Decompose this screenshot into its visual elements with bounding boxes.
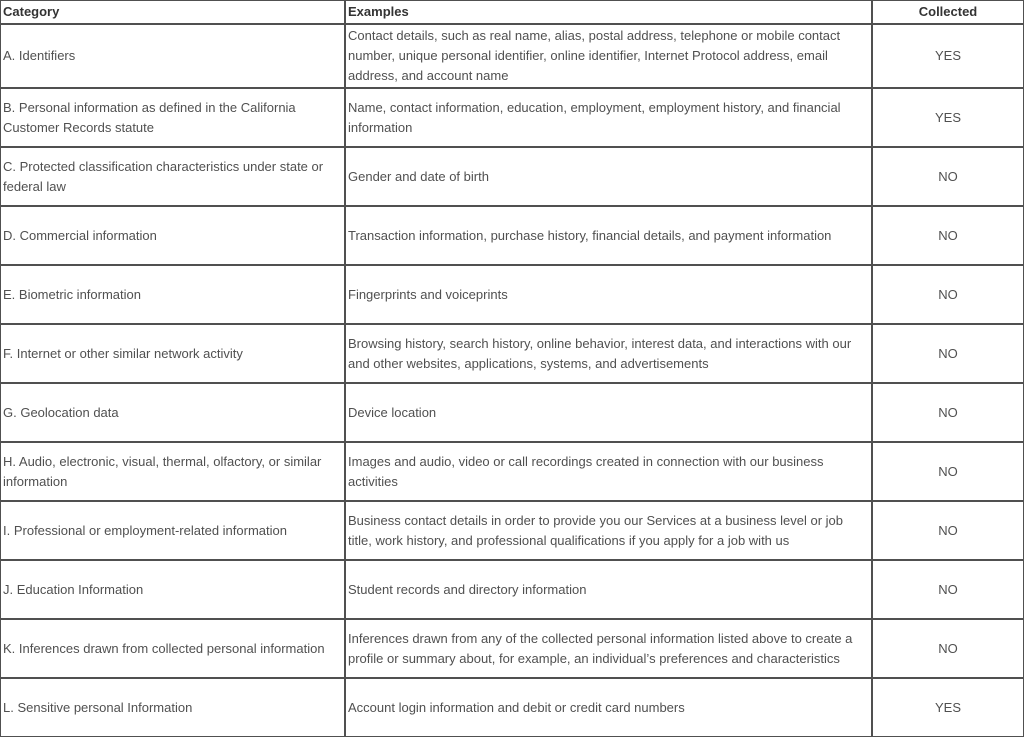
collected-cell: YES: [872, 678, 1024, 737]
category-cell: C. Protected classification characteristics under state or federal law: [0, 147, 345, 206]
category-cell: G. Geolocation data: [0, 383, 345, 442]
examples-cell: Transaction information, purchase history, financial details, and payment information: [345, 206, 872, 265]
collected-cell: NO: [872, 619, 1024, 678]
examples-cell: Account login information and debit or credit card numbers: [345, 678, 872, 737]
table-row: [0, 265, 1024, 324]
header-examples: Examples: [345, 0, 872, 24]
table-row: [0, 442, 1024, 501]
collected-cell: NO: [872, 501, 1024, 560]
category-cell: D. Commercial information: [0, 206, 345, 265]
table-row: [0, 206, 1024, 265]
examples-cell: Student records and directory information: [345, 560, 872, 619]
collected-cell: NO: [872, 442, 1024, 501]
collected-cell: NO: [872, 206, 1024, 265]
collected-cell: NO: [872, 560, 1024, 619]
category-cell: H. Audio, electronic, visual, thermal, olfactory, or similar information: [0, 442, 345, 501]
table-row: [0, 147, 1024, 206]
category-cell: I. Professional or employment-related information: [0, 501, 345, 560]
examples-cell: Browsing history, search history, online behavior, interest data, and interactions with our and other websites, applications, systems, and advertisements: [345, 324, 872, 383]
collected-cell: NO: [872, 324, 1024, 383]
table-row: [0, 678, 1024, 737]
table-row: [0, 24, 1024, 88]
examples-cell: Device location: [345, 383, 872, 442]
header-collected: Collected: [872, 0, 1024, 24]
collected-cell: NO: [872, 383, 1024, 442]
examples-cell: Images and audio, video or call recordings created in connection with our business activities: [345, 442, 872, 501]
examples-cell: Name, contact information, education, employment, employment history, and financial information: [345, 88, 872, 147]
table-row: [0, 560, 1024, 619]
table-row: [0, 383, 1024, 442]
examples-cell: Contact details, such as real name, alias, postal address, telephone or mobile contact number, unique personal identifier, online identifier, Internet Protocol address, email address, and account name: [345, 24, 872, 88]
category-cell: J. Education Information: [0, 560, 345, 619]
collected-cell: YES: [872, 88, 1024, 147]
category-cell: E. Biometric information: [0, 265, 345, 324]
examples-cell: Business contact details in order to provide you our Services at a business level or job title, work history, and professional qualifications if you apply for a job with us: [345, 501, 872, 560]
header-category: Category: [0, 0, 345, 24]
examples-cell: Inferences drawn from any of the collected personal information listed above to create a profile or summary about, for example, an individual’s preferences and characteristics: [345, 619, 872, 678]
category-cell: L. Sensitive personal Information: [0, 678, 345, 737]
table-row: [0, 324, 1024, 383]
category-cell: B. Personal information as defined in the California Customer Records statute: [0, 88, 345, 147]
category-cell: F. Internet or other similar network activity: [0, 324, 345, 383]
category-cell: K. Inferences drawn from collected personal information: [0, 619, 345, 678]
collected-cell: NO: [872, 265, 1024, 324]
table-row: [0, 619, 1024, 678]
collected-cell: NO: [872, 147, 1024, 206]
table-row: [0, 501, 1024, 560]
collected-cell: YES: [872, 24, 1024, 88]
table-row: [0, 88, 1024, 147]
examples-cell: Gender and date of birth: [345, 147, 872, 206]
table-header-row: [0, 0, 1024, 24]
category-cell: A. Identifiers: [0, 24, 345, 88]
examples-cell: Fingerprints and voiceprints: [345, 265, 872, 324]
